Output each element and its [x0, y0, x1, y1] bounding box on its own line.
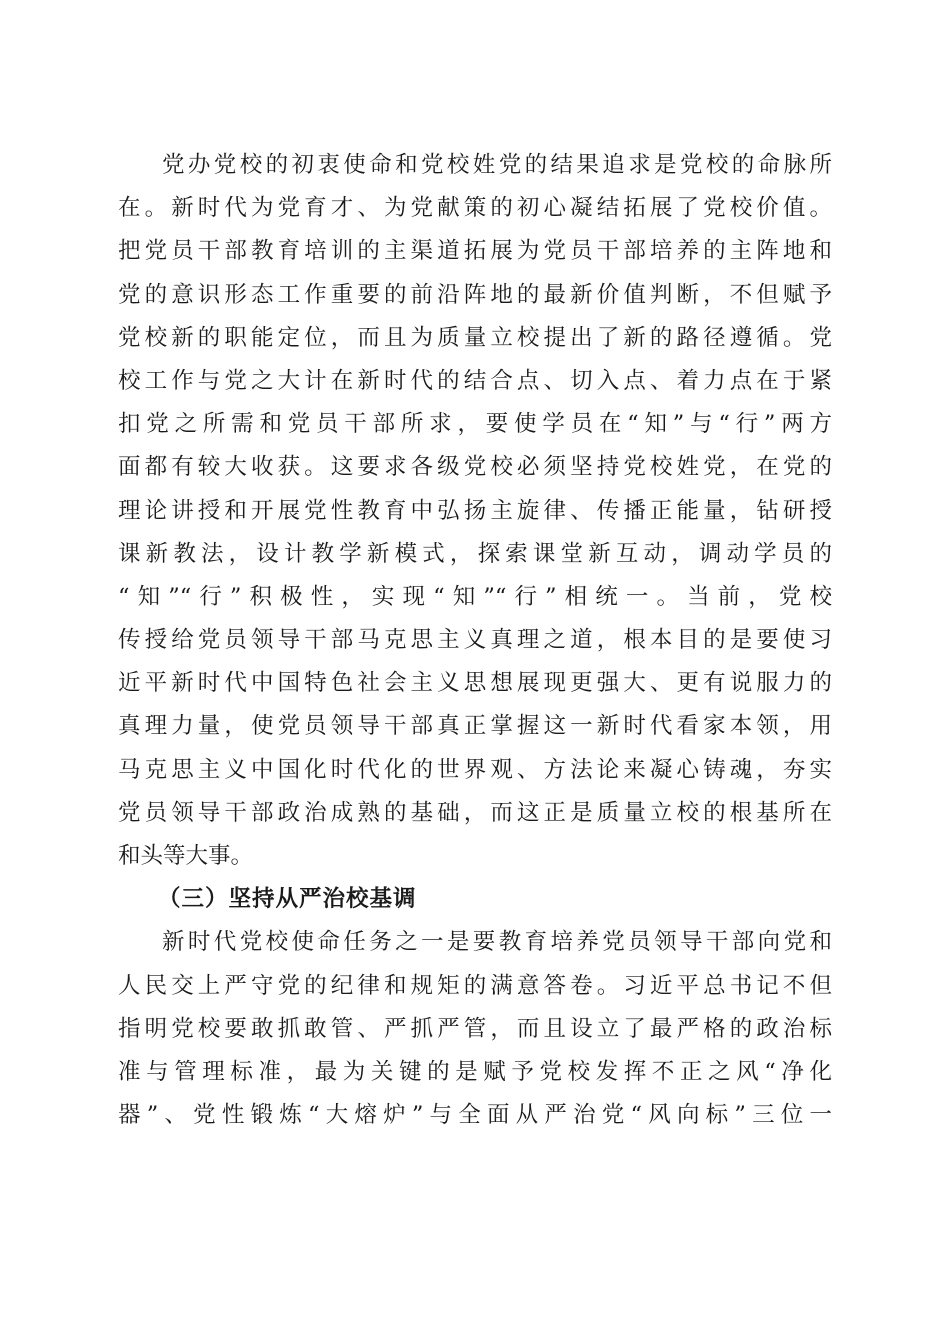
paragraph-1-line: 传授给党员领导干部马克思主义真理之道，根本目的是要使习	[118, 627, 832, 654]
section-heading: （三）坚持从严治校基调	[158, 886, 417, 913]
paragraph-1-line: 党的意识形态工作重要的前沿阵地的最新价值判断，不但赋予	[118, 281, 832, 308]
paragraph-1-line: 近平新时代中国特色社会主义思想展现更强大、更有说服力的	[118, 670, 832, 697]
paragraph-1-line: 和头等大事。	[118, 843, 254, 869]
paragraph-1-line: 扣党之所需和党员干部所求，要使学员在“知”与“行”两方	[118, 411, 832, 438]
paragraph-2-line: 人民交上严守党的纪律和规矩的满意答卷。习近平总书记不但	[118, 972, 832, 999]
paragraph-1-line: 课新教法，设计教学新模式，探索课堂新互动，调动学员的	[118, 540, 832, 567]
paragraph-2-line: 准与管理标准，最为关键的是赋予党校发挥不正之风“净化	[118, 1058, 832, 1085]
paragraph-1-line: 党员领导干部政治成熟的基础，而这正是质量立校的根基所在	[118, 799, 832, 826]
paragraph-2-line: 指明党校要敢抓敢管、严抓严管，而且设立了最严格的政治标	[118, 1015, 832, 1042]
document-body	[118, 144, 832, 1137]
paragraph-1-line: 党校新的职能定位，而且为质量立校提出了新的路径遵循。党	[118, 324, 832, 351]
paragraph-1-line: 校工作与党之大计在新时代的结合点、切入点、着力点在于紧	[118, 367, 832, 394]
paragraph-1-line: 在。新时代为党育才、为党献策的初心凝结拓展了党校价值。	[118, 195, 832, 222]
paragraph-1-line: 把党员干部教育培训的主渠道拓展为党员干部培养的主阵地和	[118, 238, 832, 265]
paragraph-1-line: 真理力量，使党员领导干部真正掌握这一新时代看家本领，用	[118, 713, 832, 740]
paragraph-2-line: 新时代党校使命任务之一是要教育培养党员领导干部向党和	[162, 929, 832, 956]
paragraph-1-line: 理论讲授和开展党性教育中弘扬主旋律、传播正能量，钻研授	[118, 497, 832, 524]
paragraph-2-line: 器”、党性锻炼“大熔炉”与全面从严治党“风向标”三位一	[118, 1102, 832, 1129]
paragraph-1-line: 面都有较大收获。这要求各级党校必须坚持党校姓党，在党的	[118, 454, 832, 481]
paragraph-1-line: 党办党校的初衷使命和党校姓党的结果追求是党校的命脉所	[162, 152, 832, 178]
paragraph-1-line: 马克思主义中国化时代化的世界观、方法论来凝心铸魂，夯实	[118, 756, 832, 783]
paragraph-1-line: “知”“行”积极性，实现“知”“行”相统一。当前，党校	[118, 583, 832, 610]
